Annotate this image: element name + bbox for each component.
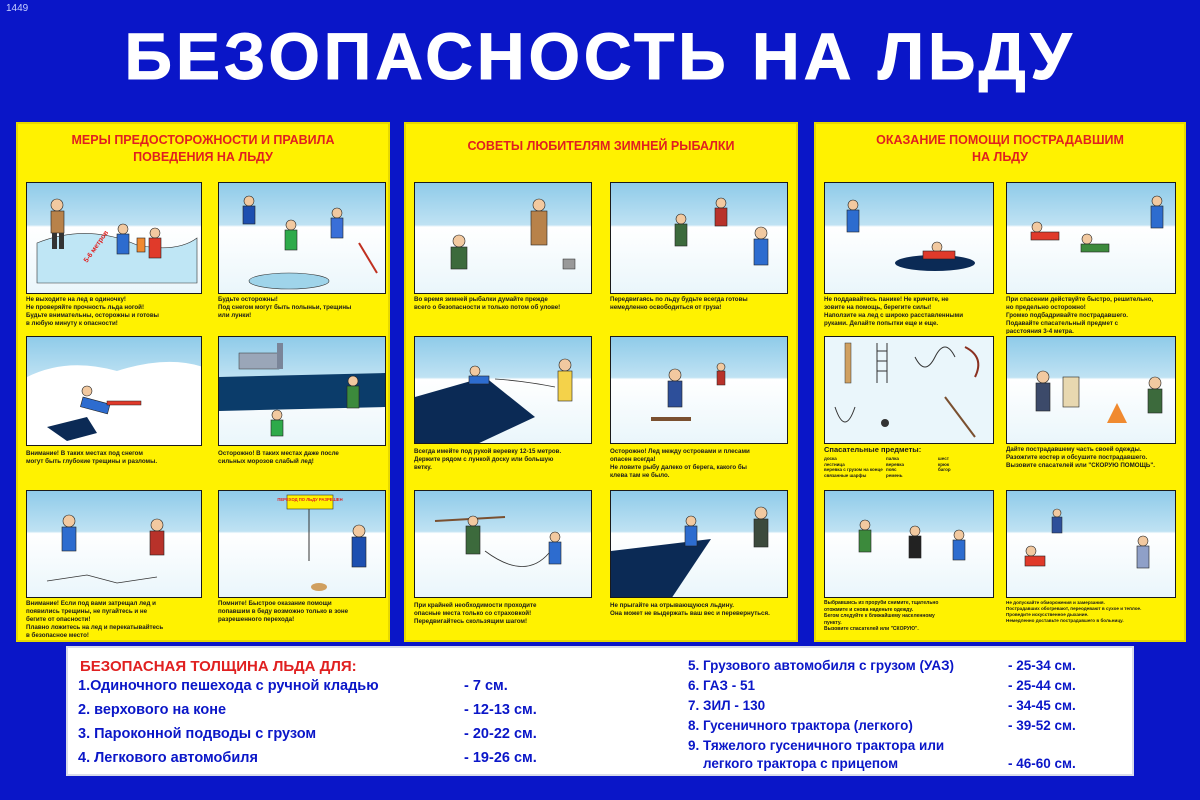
illustration-caption: Всегда имейте под рукой веревку 12-15 метров. Держите рядом с лункой доску или большую ветку. (414, 448, 562, 471)
illustration-caption: Осторожно! В таких местах даже после сильных морозов слабый лед! (218, 450, 339, 465)
illustration-fall-through-ice (26, 336, 202, 446)
illustration-caption: Не выходите на лед в одиночку! Не проверяйте прочность льда ногой! Будьте внимательны, осторожны и готовы в любую минуту к опасности! (26, 296, 159, 327)
ice-thickness-value: - 25-34 см. (1008, 658, 1076, 673)
illustration-factory-river (218, 336, 386, 446)
illustration-carrying-gear (610, 182, 788, 294)
rescue-items-list: доска лестница веревка с грузом на конце связанные шарфы (824, 456, 883, 478)
illustration-cell (1006, 336, 1176, 486)
illustration-ice-fishing (414, 182, 592, 294)
illustration-cell (414, 336, 592, 486)
illustration-cell (414, 182, 592, 332)
illustration-caption: Не поддавайтесь панике! Не кричите, не зовите на помощь, берегите силы! Наползите на лед с широко расставленными руками. Делайте попытки еще и еще. (824, 296, 964, 327)
illustration-caption: Не допускайте обморожения и замерзания. Пострадавших обогревают, переодевают в сухое и теплое. Проведите искусственное дыхание. Немедленно доставьте пострадавшего в больницу. (1006, 600, 1142, 623)
illustration-running-to-town (824, 490, 994, 598)
illustration-rope-rescue (414, 336, 592, 444)
ice-thickness-row (688, 738, 944, 753)
ice-thickness-row (78, 726, 537, 742)
illustration-cell (824, 490, 994, 640)
illustration-caption: При крайней необходимости проходите опасные места только со страховкой! Передвигайтесь скользящим шагом! (414, 602, 537, 625)
ice-thickness-row (688, 678, 1076, 693)
ice-thickness-row (688, 658, 1076, 673)
ice-thickness-label: 5. Грузового автомобиля с грузом (УАЗ) (688, 658, 955, 673)
ice-crossing-sign: ПЕРЕХОД ПО ЛЬДУ РАЗРЕШЕН (277, 497, 343, 502)
rescue-items-heading: Спасательные предметы: (824, 446, 922, 454)
ice-thickness-value: - 19-26 см. (464, 750, 537, 766)
illustration-cell (218, 182, 386, 332)
illustration-warming-fire (1006, 336, 1176, 444)
ice-thickness-box (66, 646, 1134, 776)
ice-thickness-label: 2. верхового на коне (78, 702, 227, 718)
ice-thickness-value: - 7 см. (464, 678, 508, 694)
illustration-cell (610, 490, 788, 640)
ice-thickness-row (78, 678, 508, 694)
ice-thickness-row (688, 698, 1076, 713)
illustration-skating-fall (1006, 490, 1176, 598)
illustration-caption: Не прыгайте на отрывающуюся льдину. Она может не выдержать ваш вес и перевернуться. (610, 602, 770, 617)
ice-thickness-row (78, 750, 537, 766)
ice-thickness-label: 1.Одиночного пешехода с ручной кладью (78, 678, 379, 694)
illustration-cell (1006, 490, 1176, 640)
ice-thickness-row (688, 718, 1076, 733)
illustration-cell (414, 490, 592, 640)
illustration-cracking-ice (26, 490, 202, 598)
illustration-cell (610, 336, 788, 486)
ice-thickness-row (688, 756, 1076, 771)
illustration-island-ice (610, 336, 788, 444)
illustration-crossing-zone (218, 490, 386, 598)
illustration-jumping-floe (610, 490, 788, 598)
ice-thickness-row (78, 702, 537, 718)
ice-thickness-label: 6. ГАЗ - 51 (688, 678, 756, 693)
ice-thickness-title: БЕЗОПАСНАЯ ТОЛЩИНА ЛЬДА ДЛЯ: (80, 658, 357, 675)
panel-first-aid (814, 122, 1186, 642)
ice-thickness-value: - 39-52 см. (1008, 718, 1076, 733)
ice-thickness-value: - 46-60 см. (1008, 756, 1076, 771)
illustration-cell (610, 182, 788, 332)
panel-fishing-tips (404, 122, 798, 642)
illustration-cell (26, 336, 202, 486)
illustration-cell (218, 490, 386, 640)
panel-title: СОВЕТЫ ЛЮБИТЕЛЯМ ЗИМНЕЙ РЫБАЛКИ (467, 139, 735, 153)
illustration-caption: Осторожно! Лед между островами и плесами опасен всегда! Не ловите рыбу далеко от берега, какого бы клева там не было. (610, 448, 750, 479)
illustration-walking-group (26, 182, 202, 294)
illustration-cell (26, 490, 202, 640)
illustration-caption: Внимание! Если под вами затрещал лед и появились трещины, не пугайтесь и не бегите от опасности! Плавно ложитесь на лед и перекатывайтесь в безопасное место! (26, 600, 164, 639)
illustration-rescue-items (824, 336, 994, 444)
ice-thickness-value: - 12-13 см. (464, 702, 537, 718)
illustration-caption: Помните! Быстрое оказание помощи попавшим в беду возможно только в зоне разрешенного перехода! (218, 600, 349, 623)
illustration-caption: Передвигаясь по льду будьте всегда готовы немедленно освободиться от груза! (610, 296, 748, 311)
illustration-person-in-water (824, 182, 994, 294)
illustration-caption: Внимание! В таких местах под снегом могут быть глубокие трещины и разломы. (26, 450, 158, 465)
ice-thickness-label: 3. Пароконной подводы с грузом (78, 726, 317, 742)
illustration-caption: Дайте пострадавшему часть своей одежды. Разожгите костер и обсушите пострадавшего. Вызовите спасателей или "СКОРУЮ ПОМОЩЬ". (1006, 446, 1155, 469)
illustration-caption: Будьте осторожны! Под снегом могут быть полыньи, трещины или лунки! (218, 296, 352, 319)
ice-thickness-label: 9. Тяжелого гусеничного трактора или (688, 738, 945, 753)
illustration-cell (1006, 182, 1176, 332)
ice-thickness-value: - 20-22 см. (464, 726, 537, 742)
illustration-pole-safety (414, 490, 592, 598)
illustration-cell (218, 336, 386, 486)
rescue-items-list: палка веревка пояс ремень (886, 456, 904, 478)
illustration-cell (26, 182, 202, 332)
distance-label: 5-6 метров (82, 229, 111, 265)
panel-title: МЕРЫ ПРЕДОСТОРОЖНОСТИ И ПРАВИЛА ПОВЕДЕНИЯ НА ЛЬДУ (71, 133, 335, 164)
illustration-chain-rescue (1006, 182, 1176, 294)
poster-code-label: 1449 (6, 3, 29, 14)
panel-precautions (16, 122, 390, 642)
illustration-children-on-ice (218, 182, 386, 294)
ice-thickness-label: 4. Легкового автомобиля (78, 750, 258, 766)
illustration-cell (824, 182, 994, 332)
ice-thickness-label: 8. Гусеничного трактора (легкого) (688, 718, 913, 733)
illustration-cell (824, 336, 994, 486)
ice-thickness-value: - 34-45 см. (1008, 698, 1076, 713)
ice-thickness-label: 7. ЗИЛ - 130 (688, 698, 766, 713)
ice-thickness-value: - 25-44 см. (1008, 678, 1076, 693)
panel-title: ОКАЗАНИЕ ПОМОЩИ ПОСТРАДАВШИМ НА ЛЬДУ (876, 133, 1124, 164)
ice-thickness-label: легкого трактора с прицепом (688, 756, 899, 771)
illustration-caption: Выбравшись из проруби снимите, тщательно отожмите и снова наденьте одежду. Бегом следуйте к ближайшему населенному пункту. Вызовите спасателей или "СКОРУЮ". (824, 600, 939, 632)
rescue-items-list: шест крюк багор (938, 456, 951, 472)
poster-title: БЕЗОПАСНОСТЬ НА ЛЬДУ (124, 19, 1076, 93)
illustration-caption: При спасении действуйте быстро, решительно, но предельно осторожно! Громко подбадривайте пострадавшего. Подавайте спасательный предмет с расстояния 3-4 метра. (1006, 296, 1154, 334)
illustration-caption: Во время зимней рыбалки думайте прежде всего о безопасности и только потом об улове! (414, 296, 561, 311)
